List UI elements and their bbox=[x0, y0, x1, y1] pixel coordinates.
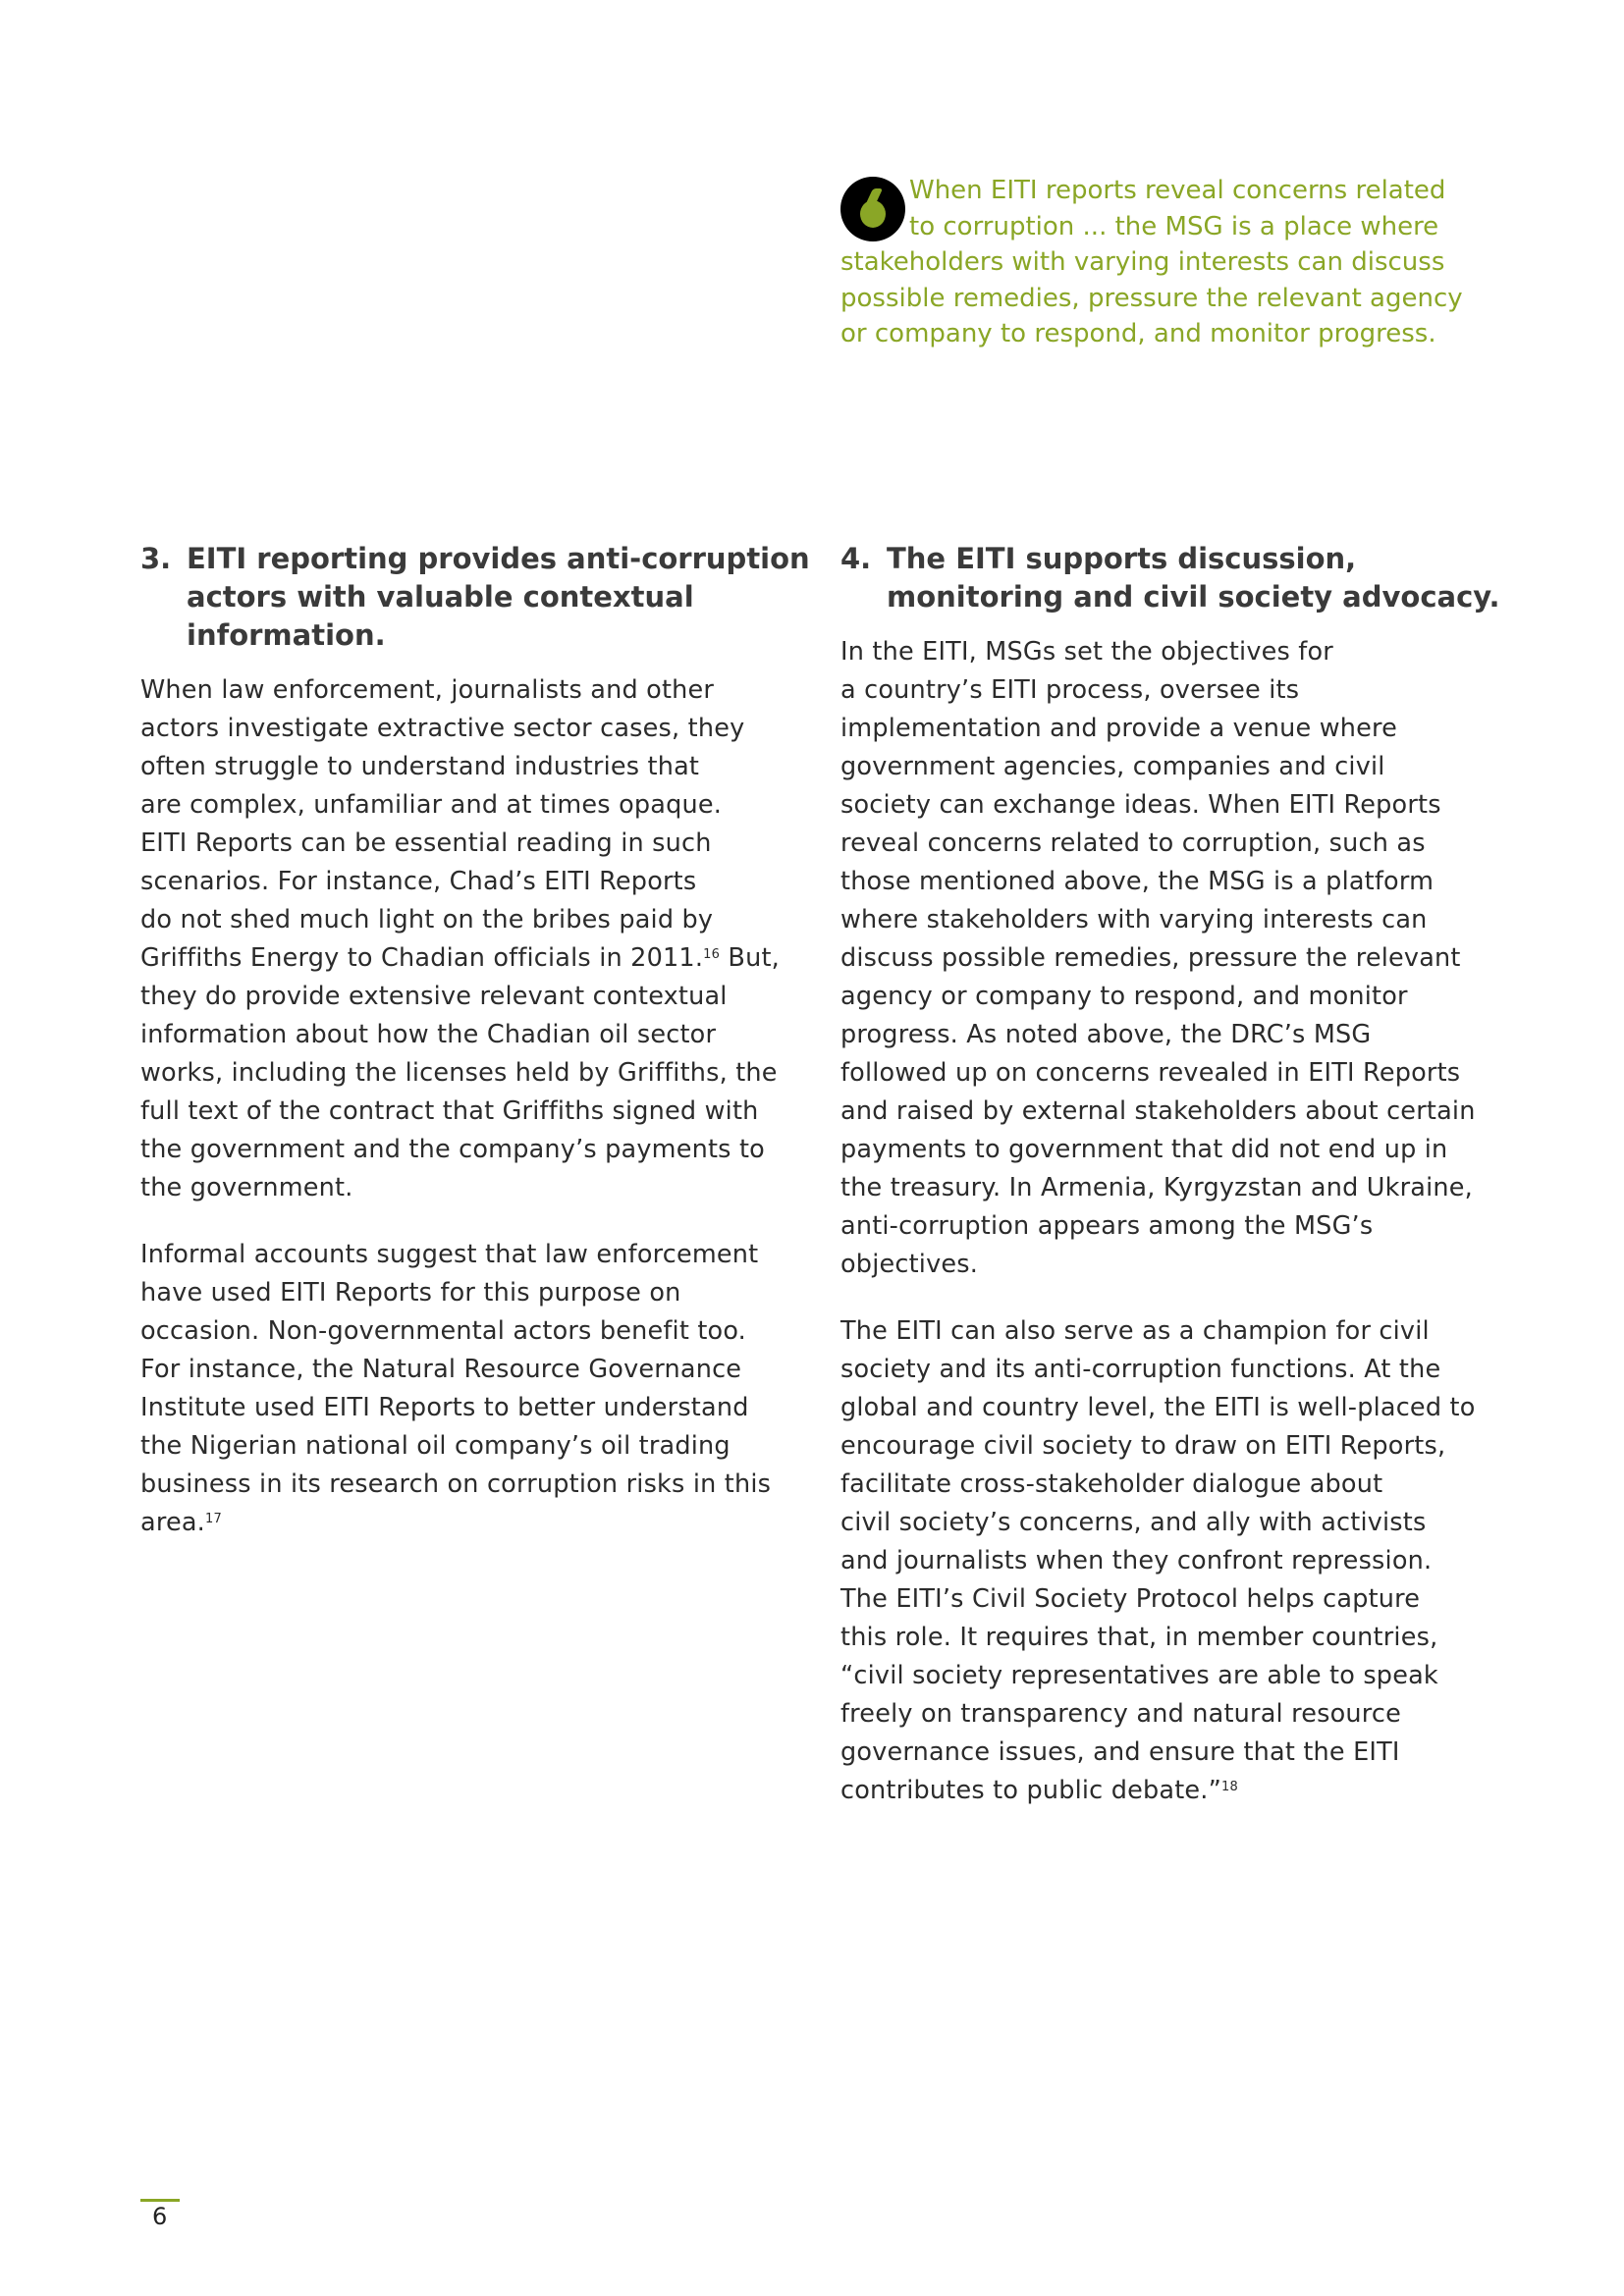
text-line: have used EITI Reports for this purpose on bbox=[140, 1278, 681, 1308]
text-line: The EITI can also serve as a champion for civil bbox=[840, 1316, 1430, 1346]
text-line: global and country level, the EITI is well-placed to bbox=[840, 1393, 1476, 1422]
text-line: the government and the company’s payments to bbox=[140, 1135, 765, 1164]
text-line: those mentioned above, the MSG is a platform bbox=[840, 867, 1435, 896]
text-line: to corruption ... the MSG is a place where bbox=[909, 211, 1439, 241]
text-line: society can exchange ideas. When EITI Reports bbox=[840, 790, 1441, 820]
text-segment: But, bbox=[720, 943, 780, 973]
section-3-paragraph-1 bbox=[140, 671, 780, 1207]
text-line: and raised by external stakeholders about certain bbox=[840, 1096, 1476, 1126]
text-line: business in its research on corruption risks in this bbox=[140, 1469, 772, 1499]
text-line: the Nigerian national oil company’s oil trading bbox=[140, 1431, 731, 1461]
heading-number: 4. bbox=[840, 542, 872, 575]
text-segment: contributes to public debate.” bbox=[840, 1776, 1222, 1805]
text-line: governance issues, and ensure that the EITI bbox=[840, 1737, 1400, 1767]
text-line: occasion. Non-governmental actors benefit too. bbox=[140, 1316, 746, 1346]
text-line: the government. bbox=[140, 1173, 353, 1202]
text-line: government agencies, companies and civil bbox=[840, 752, 1385, 781]
heading-line: EITI reporting provides anti-corruption bbox=[187, 542, 810, 575]
text-line bbox=[140, 939, 780, 978]
text-line: When law enforcement, journalists and other bbox=[140, 675, 715, 705]
text-line: the treasury. In Armenia, Kyrgyzstan and Ukraine, bbox=[840, 1173, 1473, 1202]
page-number-rule bbox=[140, 2199, 180, 2202]
text-line: followed up on concerns revealed in EITI Reports bbox=[840, 1058, 1461, 1088]
heading-line: information. bbox=[187, 618, 386, 652]
page-number: 6 bbox=[152, 2203, 168, 2230]
text-line: possible remedies, pressure the relevant agency bbox=[840, 283, 1463, 313]
text-line: often struggle to understand industries that bbox=[140, 752, 700, 781]
section-4-paragraph-1 bbox=[840, 633, 1476, 1284]
footnote-ref: 16 bbox=[703, 947, 721, 962]
text-line: Institute used EITI Reports to better understand bbox=[140, 1393, 749, 1422]
text-line: do not shed much light on the bribes paid by bbox=[140, 905, 714, 934]
footnote-ref: 17 bbox=[204, 1512, 222, 1526]
text-line: they do provide extensive relevant contextual bbox=[140, 982, 728, 1011]
text-line: EITI Reports can be essential reading in such bbox=[140, 828, 712, 858]
text-line: are complex, unfamiliar and at times opaque. bbox=[140, 790, 723, 820]
text-line: actors investigate extractive sector cases, they bbox=[140, 714, 745, 743]
text-line: full text of the contract that Griffiths signed with bbox=[140, 1096, 759, 1126]
text-line: For instance, the Natural Resource Governance bbox=[140, 1355, 742, 1384]
text-line: In the EITI, MSGs set the objectives for bbox=[840, 637, 1333, 667]
text-line bbox=[840, 1772, 1476, 1810]
text-line: works, including the licenses held by Griffiths, the bbox=[140, 1058, 778, 1088]
text-line: objectives. bbox=[840, 1250, 979, 1279]
text-line: anti-corruption appears among the MSG’s bbox=[840, 1211, 1374, 1241]
text-line: payments to government that did not end up in bbox=[840, 1135, 1448, 1164]
text-line: society and its anti-corruption functions. At the bbox=[840, 1355, 1441, 1384]
text-line: progress. As noted above, the DRC’s MSG bbox=[840, 1020, 1372, 1049]
text-line: discuss possible remedies, pressure the relevant bbox=[840, 943, 1461, 973]
text-line: facilitate cross-stakeholder dialogue about bbox=[840, 1469, 1383, 1499]
text-segment: area. bbox=[140, 1508, 205, 1537]
text-line: The EITI’s Civil Society Protocol helps capture bbox=[840, 1584, 1421, 1614]
section-3-paragraph-2 bbox=[140, 1236, 771, 1542]
text-line: agency or company to respond, and monitor bbox=[840, 982, 1408, 1011]
text-line: or company to respond, and monitor progress. bbox=[840, 319, 1436, 348]
text-line: information about how the Chadian oil sector bbox=[140, 1020, 717, 1049]
text-line: a country’s EITI process, oversee its bbox=[840, 675, 1300, 705]
section-4-heading bbox=[840, 540, 1528, 616]
text-line: When EITI reports reveal concerns related bbox=[909, 176, 1446, 205]
text-line: civil society’s concerns, and ally with activists bbox=[840, 1508, 1427, 1537]
text-line: freely on transparency and natural resource bbox=[840, 1699, 1402, 1729]
text-line: encourage civil society to draw on EITI Reports, bbox=[840, 1431, 1446, 1461]
heading-line: monitoring and civil society advocacy. bbox=[887, 580, 1500, 614]
text-line: where stakeholders with varying interests can bbox=[840, 905, 1428, 934]
text-line bbox=[140, 1504, 771, 1542]
section-4-paragraph-2 bbox=[840, 1312, 1476, 1810]
text-line: Informal accounts suggest that law enforcement bbox=[140, 1240, 759, 1269]
text-line: implementation and provide a venue where bbox=[840, 714, 1398, 743]
text-segment: Griffiths Energy to Chadian officials in 2011. bbox=[140, 943, 704, 973]
text-line: and journalists when they confront repression. bbox=[840, 1546, 1433, 1575]
heading-line: actors with valuable contextual bbox=[187, 580, 694, 614]
pull-quote bbox=[840, 173, 1508, 352]
text-line: “civil society representatives are able to speak bbox=[840, 1661, 1438, 1690]
text-line: this role. It requires that, in member countries, bbox=[840, 1623, 1438, 1652]
heading-line: The EITI supports discussion, bbox=[887, 542, 1357, 575]
text-line: stakeholders with varying interests can discuss bbox=[840, 247, 1445, 277]
text-line: reveal concerns related to corruption, such as bbox=[840, 828, 1426, 858]
text-line: scenarios. For instance, Chad’s EITI Reports bbox=[140, 867, 697, 896]
footnote-ref: 18 bbox=[1221, 1780, 1238, 1794]
section-3-heading bbox=[140, 540, 808, 655]
heading-number: 3. bbox=[140, 542, 172, 575]
